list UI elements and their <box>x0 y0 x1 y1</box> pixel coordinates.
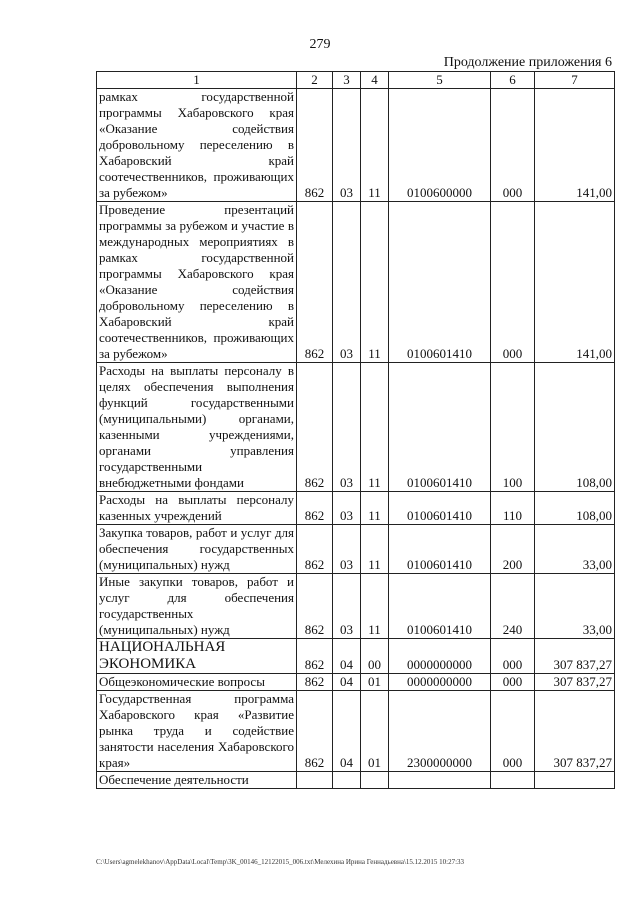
cell-target-article: 0100601410 <box>389 202 491 363</box>
row-name: Иные закупки товаров, работ и услуг для обеспечения государственных (муниципальных) нужд <box>97 574 297 639</box>
cell-target-article: 0100601410 <box>389 492 491 525</box>
continuation-note: Продолжение приложения 6 <box>443 55 612 70</box>
cell-section: 03 <box>333 492 361 525</box>
cell-amount: 108,00 <box>535 492 615 525</box>
cell-ministry-code: 862 <box>297 525 333 574</box>
cell-expense-type: 240 <box>491 574 535 639</box>
column-header: 6 <box>491 72 535 89</box>
cell-target-article: 0100600000 <box>389 89 491 202</box>
row-name: Проведение презентаций программы за рубежом и участие в международных мероприятиях в рамках государственной программы Хабаровского края «Оказание содействия добровольному переселению в Хабаровский край соотечественников, проживающих за рубежом» <box>97 202 297 363</box>
cell-ministry-code: 862 <box>297 639 333 674</box>
column-header: 2 <box>297 72 333 89</box>
column-header: 7 <box>535 72 615 89</box>
cell-subsection: 11 <box>361 89 389 202</box>
cell-amount: 307 837,27 <box>535 674 615 691</box>
cell-section: 04 <box>333 691 361 772</box>
cell-ministry-code: 862 <box>297 574 333 639</box>
row-name: Обеспечение деятельности <box>97 772 297 789</box>
row-name: Расходы на выплаты персоналу казенных учреждений <box>97 492 297 525</box>
cell-section: 04 <box>333 674 361 691</box>
cell-section: 03 <box>333 202 361 363</box>
row-name: Расходы на выплаты персоналу в целях обеспечения выполнения функций государственными (муниципальными) органами, казенными учреждениями, органами управления государственными внебюджетными фондами <box>97 363 297 492</box>
cell-subsection: 11 <box>361 202 389 363</box>
cell-target-article: 0100601410 <box>389 525 491 574</box>
column-header: 1 <box>97 72 297 89</box>
table-row <box>97 691 615 772</box>
page-number: 279 <box>309 37 331 52</box>
table-row <box>97 574 615 639</box>
budget-table <box>96 71 615 789</box>
cell-target-article: 0000000000 <box>389 639 491 674</box>
cell-target-article: 0100601410 <box>389 363 491 492</box>
cell-target-article: 0000000000 <box>389 674 491 691</box>
cell-amount: 141,00 <box>535 202 615 363</box>
row-name: НАЦИОНАЛЬНАЯ ЭКОНОМИКА <box>97 639 297 674</box>
cell-ministry-code: 862 <box>297 202 333 363</box>
cell-section: 03 <box>333 525 361 574</box>
table-row <box>97 525 615 574</box>
row-name: Закупка товаров, работ и услуг для обеспечения государственных (муниципальных) нужд <box>97 525 297 574</box>
cell-expense-type: 100 <box>491 363 535 492</box>
cell-subsection: 00 <box>361 639 389 674</box>
cell-amount: 141,00 <box>535 89 615 202</box>
column-header: 5 <box>389 72 491 89</box>
cell-target-article: 0100601410 <box>389 574 491 639</box>
cell-amount: 307 837,27 <box>535 639 615 674</box>
cell-section <box>333 772 361 789</box>
cell-amount: 33,00 <box>535 574 615 639</box>
cell-subsection: 11 <box>361 363 389 492</box>
cell-amount: 108,00 <box>535 363 615 492</box>
cell-section: 04 <box>333 639 361 674</box>
cell-target-article: 2300000000 <box>389 691 491 772</box>
cell-subsection: 11 <box>361 574 389 639</box>
cell-expense-type: 000 <box>491 89 535 202</box>
table-row <box>97 202 615 363</box>
cell-ministry-code: 862 <box>297 674 333 691</box>
cell-subsection: 11 <box>361 492 389 525</box>
cell-ministry-code: 862 <box>297 691 333 772</box>
cell-amount <box>535 772 615 789</box>
header-row <box>97 72 615 89</box>
cell-ministry-code: 862 <box>297 89 333 202</box>
cell-subsection: 01 <box>361 674 389 691</box>
table-row <box>97 492 615 525</box>
column-header: 4 <box>361 72 389 89</box>
cell-section: 03 <box>333 363 361 492</box>
cell-subsection <box>361 772 389 789</box>
cell-expense-type: 000 <box>491 639 535 674</box>
cell-expense-type: 000 <box>491 202 535 363</box>
cell-ministry-code: 862 <box>297 363 333 492</box>
table-row <box>97 674 615 691</box>
cell-target-article <box>389 772 491 789</box>
cell-ministry-code <box>297 772 333 789</box>
row-name: Государственная программа Хабаровского края «Развитие рынка труда и содействие занятости населения Хабаровского края» <box>97 691 297 772</box>
cell-expense-type: 000 <box>491 691 535 772</box>
row-name: Общеэкономические вопросы <box>97 674 297 691</box>
cell-expense-type: 000 <box>491 674 535 691</box>
footer-file-path: C:\Users\agmelekhanov\AppData\Local\Temp\3K_00146_12122015_006.txt\Мелехина Ирина Геннадьевна\15.12.2015 10:27:33 <box>96 858 465 866</box>
row-name: рамках государственной программы Хабаровского края «Оказание содействия добровольному переселению в Хабаровский край соотечественников, проживающих за рубежом» <box>97 89 297 202</box>
table-row <box>97 89 615 202</box>
table-row-section <box>97 639 615 674</box>
cell-section: 03 <box>333 574 361 639</box>
cell-expense-type: 200 <box>491 525 535 574</box>
cell-amount: 33,00 <box>535 525 615 574</box>
column-header: 3 <box>333 72 361 89</box>
cell-subsection: 11 <box>361 525 389 574</box>
cell-section: 03 <box>333 89 361 202</box>
cell-amount: 307 837,27 <box>535 691 615 772</box>
table-row <box>97 363 615 492</box>
cell-expense-type: 110 <box>491 492 535 525</box>
cell-subsection: 01 <box>361 691 389 772</box>
cell-expense-type <box>491 772 535 789</box>
table-row-partial <box>97 772 615 789</box>
cell-ministry-code: 862 <box>297 492 333 525</box>
